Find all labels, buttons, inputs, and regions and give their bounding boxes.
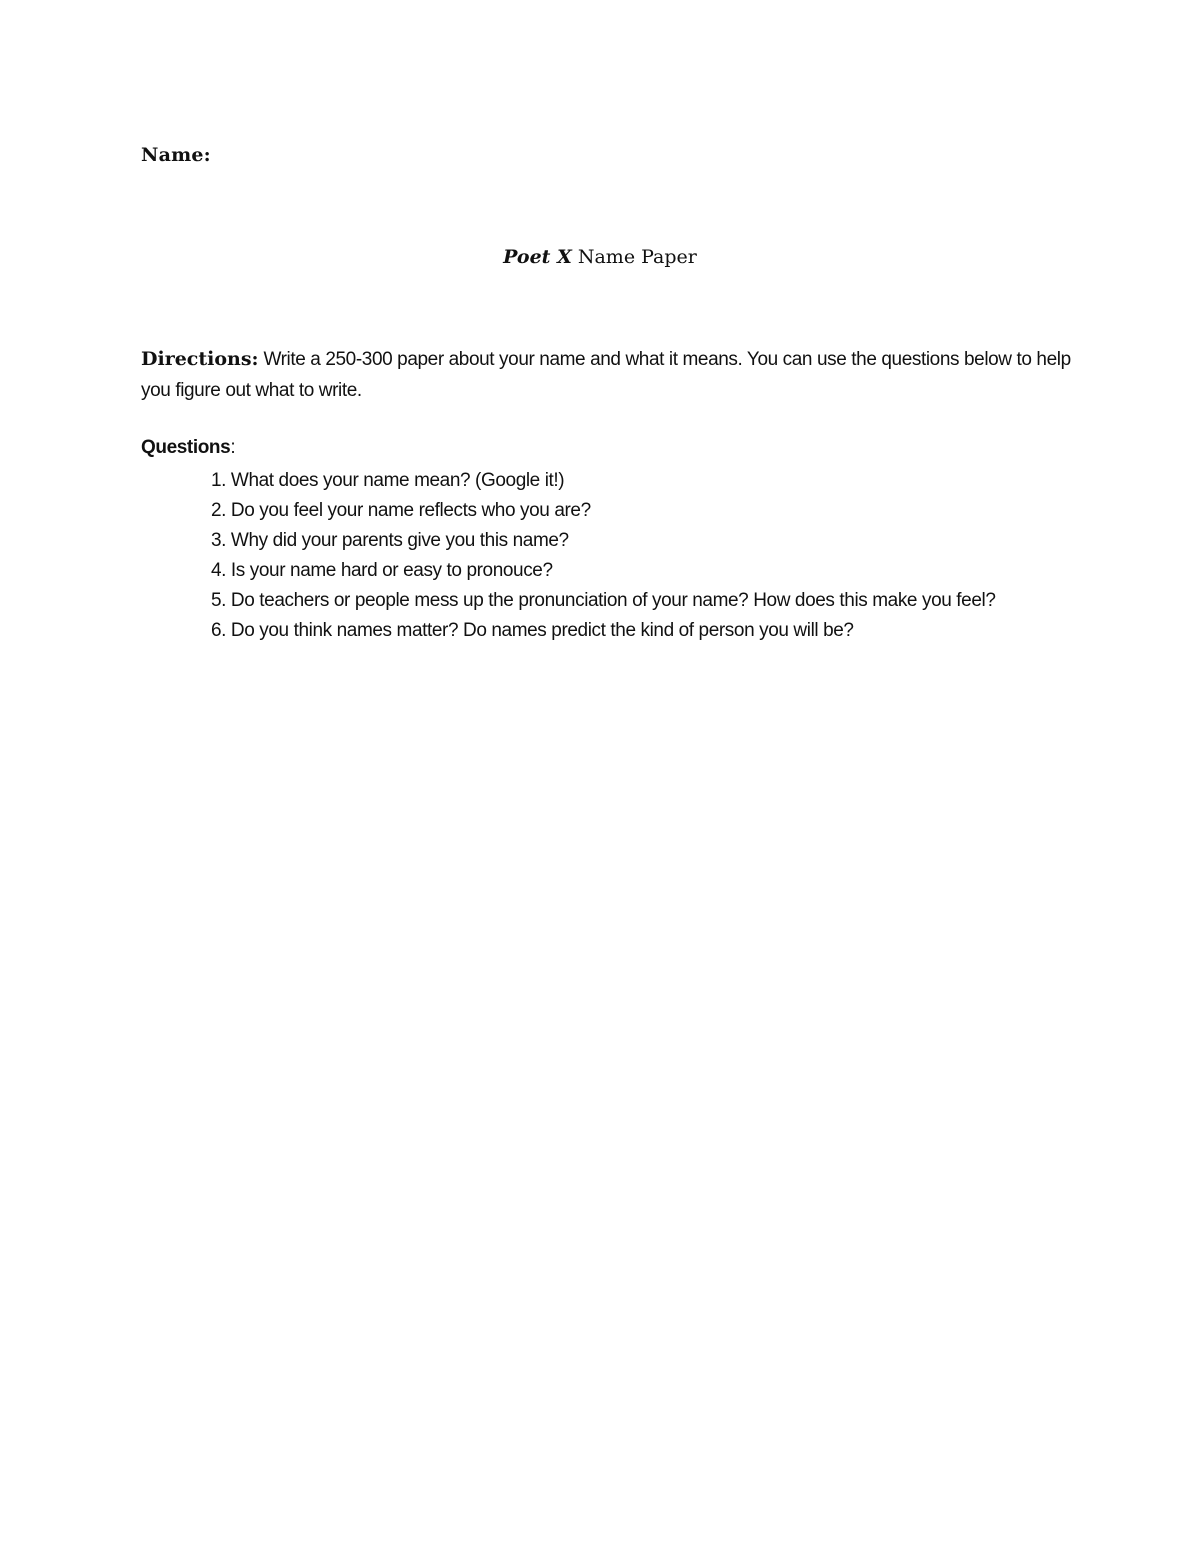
directions-label: Directions:	[141, 348, 259, 370]
directions-paragraph	[141, 344, 1071, 406]
question-list	[211, 466, 996, 646]
list-item: 2. Do you feel your name reflects who you are?	[211, 500, 591, 521]
list-item: 1. What does your name mean? (Google it!)	[211, 470, 565, 491]
list-item: 4. Is your name hard or easy to pronouce?	[211, 560, 553, 581]
questions-heading	[141, 437, 235, 459]
page-title	[0, 246, 1200, 268]
list-item: 3. Why did your parents give you this name?	[211, 530, 569, 551]
list-item: 6. Do you think names matter? Do names predict the kind of person you will be?	[211, 620, 854, 641]
questions-label: Questions	[141, 437, 231, 458]
list-item: 5. Do teachers or people mess up the pronunciation of your name? How does this make you feel?	[211, 590, 996, 611]
title-book-name: Poet X	[503, 246, 572, 268]
name-label: Name:	[141, 144, 211, 166]
title-rest: Name Paper	[571, 246, 697, 268]
directions-text: Write a 250-300 paper about your name and what it means. You can use the questions below to help you figure out what to write.	[141, 349, 1071, 401]
questions-colon: :	[230, 437, 236, 458]
